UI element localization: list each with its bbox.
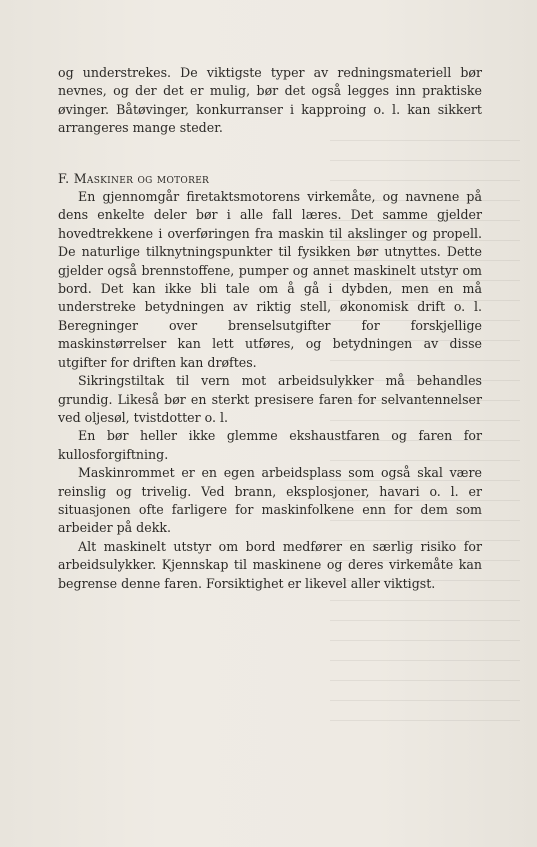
intro-paragraph: og understrekes. De viktigste typer av redningsmateriell bør nevnes, og der det er mulig, bør det også legges inn praktiske øvinger. Båtøvinger, konkurranser i kapproing o. l. kan sikkert arrangeres mange steder. <box>58 65 482 136</box>
section-letter: F. <box>58 170 70 186</box>
body-paragraph-2: Sikringstiltak til vern mot arbeidsulykker må behandles grundig. Likeså bør en sterkt presisere faren for selvantennelser ved oljesøl, tvistdotter o. l. <box>58 373 482 425</box>
body-paragraph-4: Maskinrommet er en egen arbeidsplass som også skal være reinslig og trivelig. Ved brann, eksplosjoner, havari o. l. er situasjonen ofte farligere for maskinfolkene enn for dem som arbeider på dekk. <box>58 465 482 536</box>
section-heading <box>58 170 482 188</box>
page-text <box>58 64 482 593</box>
body-paragraph-1: En gjennomgår firetaktsmotorens virkemåte, og navnene på dens enkelte deler bør i alle fall læres. Det samme gjelder hovedtrekkene i overføringen fra maskin til akslinger og propell. De naturlige tilknytningspunkter til fysikken bør utnyttes. Dette gjelder også brennstoffene, pumper og annet maskinelt utstyr om bord. Det kan ikke bli tale om å gå i dybden, men en må understreke betydningen av riktig stell, økonomisk drift o. l. Beregninger over brenselsutgifter for forskjellige maskinstørrelser kan lett utføres, og betydningen av disse utgifter for driften kan drøftes. <box>58 189 482 370</box>
section-title: Maskiner og motorer <box>73 170 210 186</box>
body-paragraph-3: En bør heller ikke glemme ekshaustfaren og faren for kullosforgiftning. <box>58 428 482 462</box>
body-paragraph-5: Alt maskinelt utstyr om bord medfører en særlig risiko for arbeidsulykker. Kjennskap til maskinene og deres virkemåte kan begrense denne faren. Forsiktighet er likevel aller viktigst. <box>58 538 482 591</box>
